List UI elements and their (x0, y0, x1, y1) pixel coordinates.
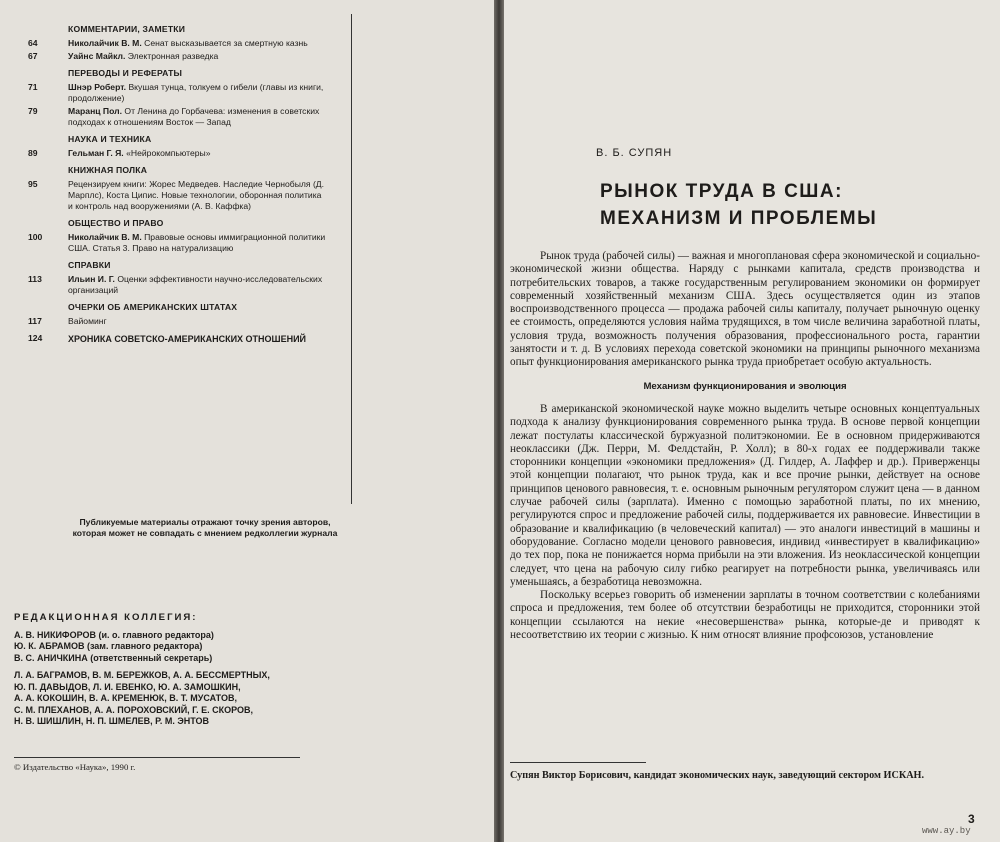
page-number: 3 (968, 812, 975, 826)
toc-entry-text (68, 148, 328, 159)
toc-section-title: КОММЕНТАРИИ, ЗАМЕТКИ (68, 24, 186, 34)
toc-entry-title: От Ленина до Горбачева: изменения в советских подходах к отношениям Восток — Запад (68, 106, 320, 127)
copyright-line: © Издательство «Наука», 1990 г. (14, 762, 136, 772)
toc-section (28, 165, 328, 212)
toc-entry-text (68, 106, 328, 128)
table-of-contents (28, 24, 328, 347)
toc-entry-title: ХРОНИКА СОВЕТСКО-АМЕРИКАНСКИХ ОТНОШЕНИЙ (68, 334, 307, 344)
toc-section-title: НАУКА И ТЕХНИКА (68, 134, 152, 144)
toc-entry[interactable] (28, 274, 328, 296)
toc-page-number: 117 (28, 316, 42, 326)
toc-entry[interactable] (28, 51, 328, 62)
toc-entry-title: Правовые основы иммиграционной политики США. Статья 3. Право на натурализацию (68, 232, 326, 253)
toc-section (28, 302, 328, 327)
toc-entry-title: Вкушая тунца, толкуем о гибели (главы из книги, продолжение) (68, 82, 324, 103)
editorial-board-title: РЕДАКЦИОННАЯ КОЛЛЕГИЯ: (14, 612, 198, 623)
toc-entry-author: Николайчик В. М. (68, 38, 142, 48)
toc-entry-text (68, 82, 328, 104)
toc-entry-text (68, 38, 328, 49)
toc-page-number: 124 (28, 333, 43, 343)
author-footnote: Супян Виктор Борисович, кандидат экономических наук, заведующий сектором ИСКАН. (510, 770, 925, 781)
toc-entry[interactable] (28, 148, 328, 159)
article-body (510, 250, 980, 642)
toc-entry-title: «Нейрокомпьютеры» (126, 148, 211, 158)
toc-section-title: ОБЩЕСТВО И ПРАВО (68, 218, 164, 228)
toc-section (28, 24, 328, 62)
editorial-board-member: С. М. ПЛЕХАНОВ, А. А. ПОРОХОВСКИЙ, Г. Е. СКОРОВ, (14, 704, 254, 715)
toc-entry[interactable] (28, 106, 328, 128)
toc-entry-title: Оценки эффективности научно-исследовательских организаций (68, 274, 323, 295)
article-author: В. Б. СУПЯН (596, 147, 673, 159)
toc-page-number: 95 (28, 179, 38, 189)
watermark: www.ay.by (922, 826, 971, 836)
toc-entry[interactable] (28, 232, 328, 254)
toc-page-number: 113 (28, 274, 42, 284)
article-title-line: РЫНОК ТРУДА В США: (600, 181, 843, 202)
editorial-board-member: Ю. К. АБРАМОВ (зам. главного редактора) (14, 641, 203, 651)
article-intro-paragraph: Рынок труда (рабочей силы) — важная и многоплановая сфера экономической и социально-экономической жизни общества. Наряду с рынками капитала, средств производства и потребительских товаров, а также государственным регулированием экономики он формирует современный хозяйственный механизм США. Здесь осуществляется один из этапов воспроизводственного процесса — продажа рабочей силы капиталу, получает рыночную оценку ее стоимость, определяются условия найма трудящихся, в том числе величина заработной платы, условия труда, возможность получения образования, профессионального роста, гарантии занятости и т. д. В условиях перехода советской экономики на принципы рыночного механизма опыт функционирования американского рынка труда приобретает особую актуальность. (510, 250, 980, 369)
toc-section-title: ПЕРЕВОДЫ И РЕФЕРАТЫ (68, 68, 183, 78)
toc-section (28, 134, 328, 159)
toc-section (28, 218, 328, 254)
toc-page-number: 89 (28, 148, 38, 158)
toc-entry-title: Электронная разведка (127, 51, 219, 61)
editorial-board-member: А. В. НИКИФОРОВ (и. о. главного редактора) (14, 629, 214, 640)
toc-entry-text (68, 179, 328, 212)
toc-entry-text (68, 316, 328, 327)
copyright-rule (14, 757, 300, 758)
toc-page-number: 79 (28, 106, 38, 116)
toc-section-title: КНИЖНАЯ ПОЛКА (68, 165, 148, 175)
editorial-board-member: Л. А. БАГРАМОВ, В. М. БЕРЕЖКОВ, А. А. БЕССМЕРТНЫХ, (14, 670, 270, 680)
toc-entry-author: Уайнс Майкл. (68, 51, 126, 61)
editorial-board-member: А. А. КОКОШИН, В. А. КРЕМЕНЮК, В. Т. МУСАТОВ, (14, 693, 237, 703)
footnote-rule (510, 762, 646, 763)
book-gutter (494, 0, 504, 842)
article-title (600, 178, 877, 232)
left-page (0, 0, 495, 842)
right-page (504, 0, 1000, 842)
toc-entry[interactable] (28, 179, 328, 212)
article-title-line: МЕХАНИЗМ И ПРОБЛЕМЫ (600, 208, 878, 229)
toc-entry-title: Рецензируем книги: Жорес Медведев. Наследие Чернобыля (Д. Марплс), Коста Ципис. Новые технологии, оборонная политика и контроль над вооружениями (А. В. Каффка) (68, 179, 325, 211)
toc-section (28, 68, 328, 128)
toc-entry-title: Сенат высказывается за смертную казнь (144, 38, 308, 48)
editorial-board-member: Н. В. ШИШЛИН, Н. П. ШМЕЛЕВ, Р. М. ЭНТОВ (14, 716, 210, 726)
editorial-board (14, 612, 344, 728)
toc-entry-author: Николайчик В. М. (68, 232, 142, 242)
toc-entry-text (68, 274, 328, 296)
toc-page-number: 71 (28, 82, 38, 92)
toc-entry-author: Ильин И. Г. (68, 274, 115, 284)
toc-entry-author: Шнэр Роберт. (68, 82, 127, 92)
toc-page-number: 64 (28, 38, 38, 48)
toc-entry[interactable] (28, 316, 328, 327)
toc-entry-text (68, 232, 328, 254)
toc-entry-title: Вайоминг (68, 316, 107, 326)
toc-entry[interactable] (28, 38, 328, 49)
editorial-disclaimer: Публикуемые материалы отражают точку зрения авторов, которая может не совпадать с мнением редколлегии журнала (72, 517, 338, 538)
toc-divider (351, 14, 352, 504)
toc-page-number: 67 (28, 51, 38, 61)
editorial-board-member: В. С. АНИЧКИНА (ответственный секретарь) (14, 652, 213, 663)
article-paragraph: Поскольку всерьез говорить об изменении зарплаты в точном соответствии с колебаниями спроса и предложения, тем более об отсутствии безработицы не приходится, сторонники этой концепции ссылаются на некие «несовершенства» рынка, которые-де и приводят к несоответствию их теории с жизнью. К ним относят влияние профсоюзов, установление (510, 589, 980, 642)
article-paragraph: В американской экономической науке можно выделить четыре основных концептуальных подхода к анализу функционирования современного рынка труда. В основе первой концепции лежат постулаты классической буржуазной политэкономии. Ее в основном придерживаются неоклассики (Дж. Перри, М. Фелдстайн, Р. Холл); в 80-х годах ее поддерживали также сторонники концепции «экономики предложения» (Д. Гилдер, А. Лаффер и др.). Приверженцы этой концепции полагают, что рынок труда, как и все прочие рынки, действует на основе принципов ценового равновесия, т. е. основным рыночным регулятором служит цена — в данном случае рабочей силы (зарплата). Именно с помощью заработной платы, по их мнению, регулируются спрос и предложение рабочей силы, поддерживается их равновесие. Инвестиции в образование и квалификацию (в человеческий капитал) — это аналоги инвестиций в машины и оборудование. Согласно модели ценового равновесия, индивид «инвестирует в квалификацию» до тех пор, пока не понижается норма прибыли на эти вложения. Из неоклассической концепции следует, что цена на рабочую силу гибко реагирует на потребности рынка, увеличиваясь или уменьшаясь, а безработица невозможна. (510, 402, 980, 588)
toc-entry-text (68, 51, 328, 62)
toc-entry[interactable] (28, 82, 328, 104)
toc-entry-author: Гельман Г. Я. (68, 148, 124, 158)
toc-entry-author: Маранц Пол. (68, 106, 122, 116)
toc-section-title: СПРАВКИ (68, 260, 111, 270)
toc-entry-chronicle[interactable] (28, 333, 328, 345)
toc-section (28, 260, 328, 296)
section-heading: Механизм функционирования и эволюция (643, 380, 847, 392)
editorial-board-member: Ю. П. ДАВЫДОВ, Л. И. ЕВЕНКО, Ю. А. ЗАМОШКИН, (14, 681, 241, 692)
toc-page-number: 100 (28, 232, 43, 242)
toc-section-title: ОЧЕРКИ ОБ АМЕРИКАНСКИХ ШТАТАХ (68, 302, 238, 312)
